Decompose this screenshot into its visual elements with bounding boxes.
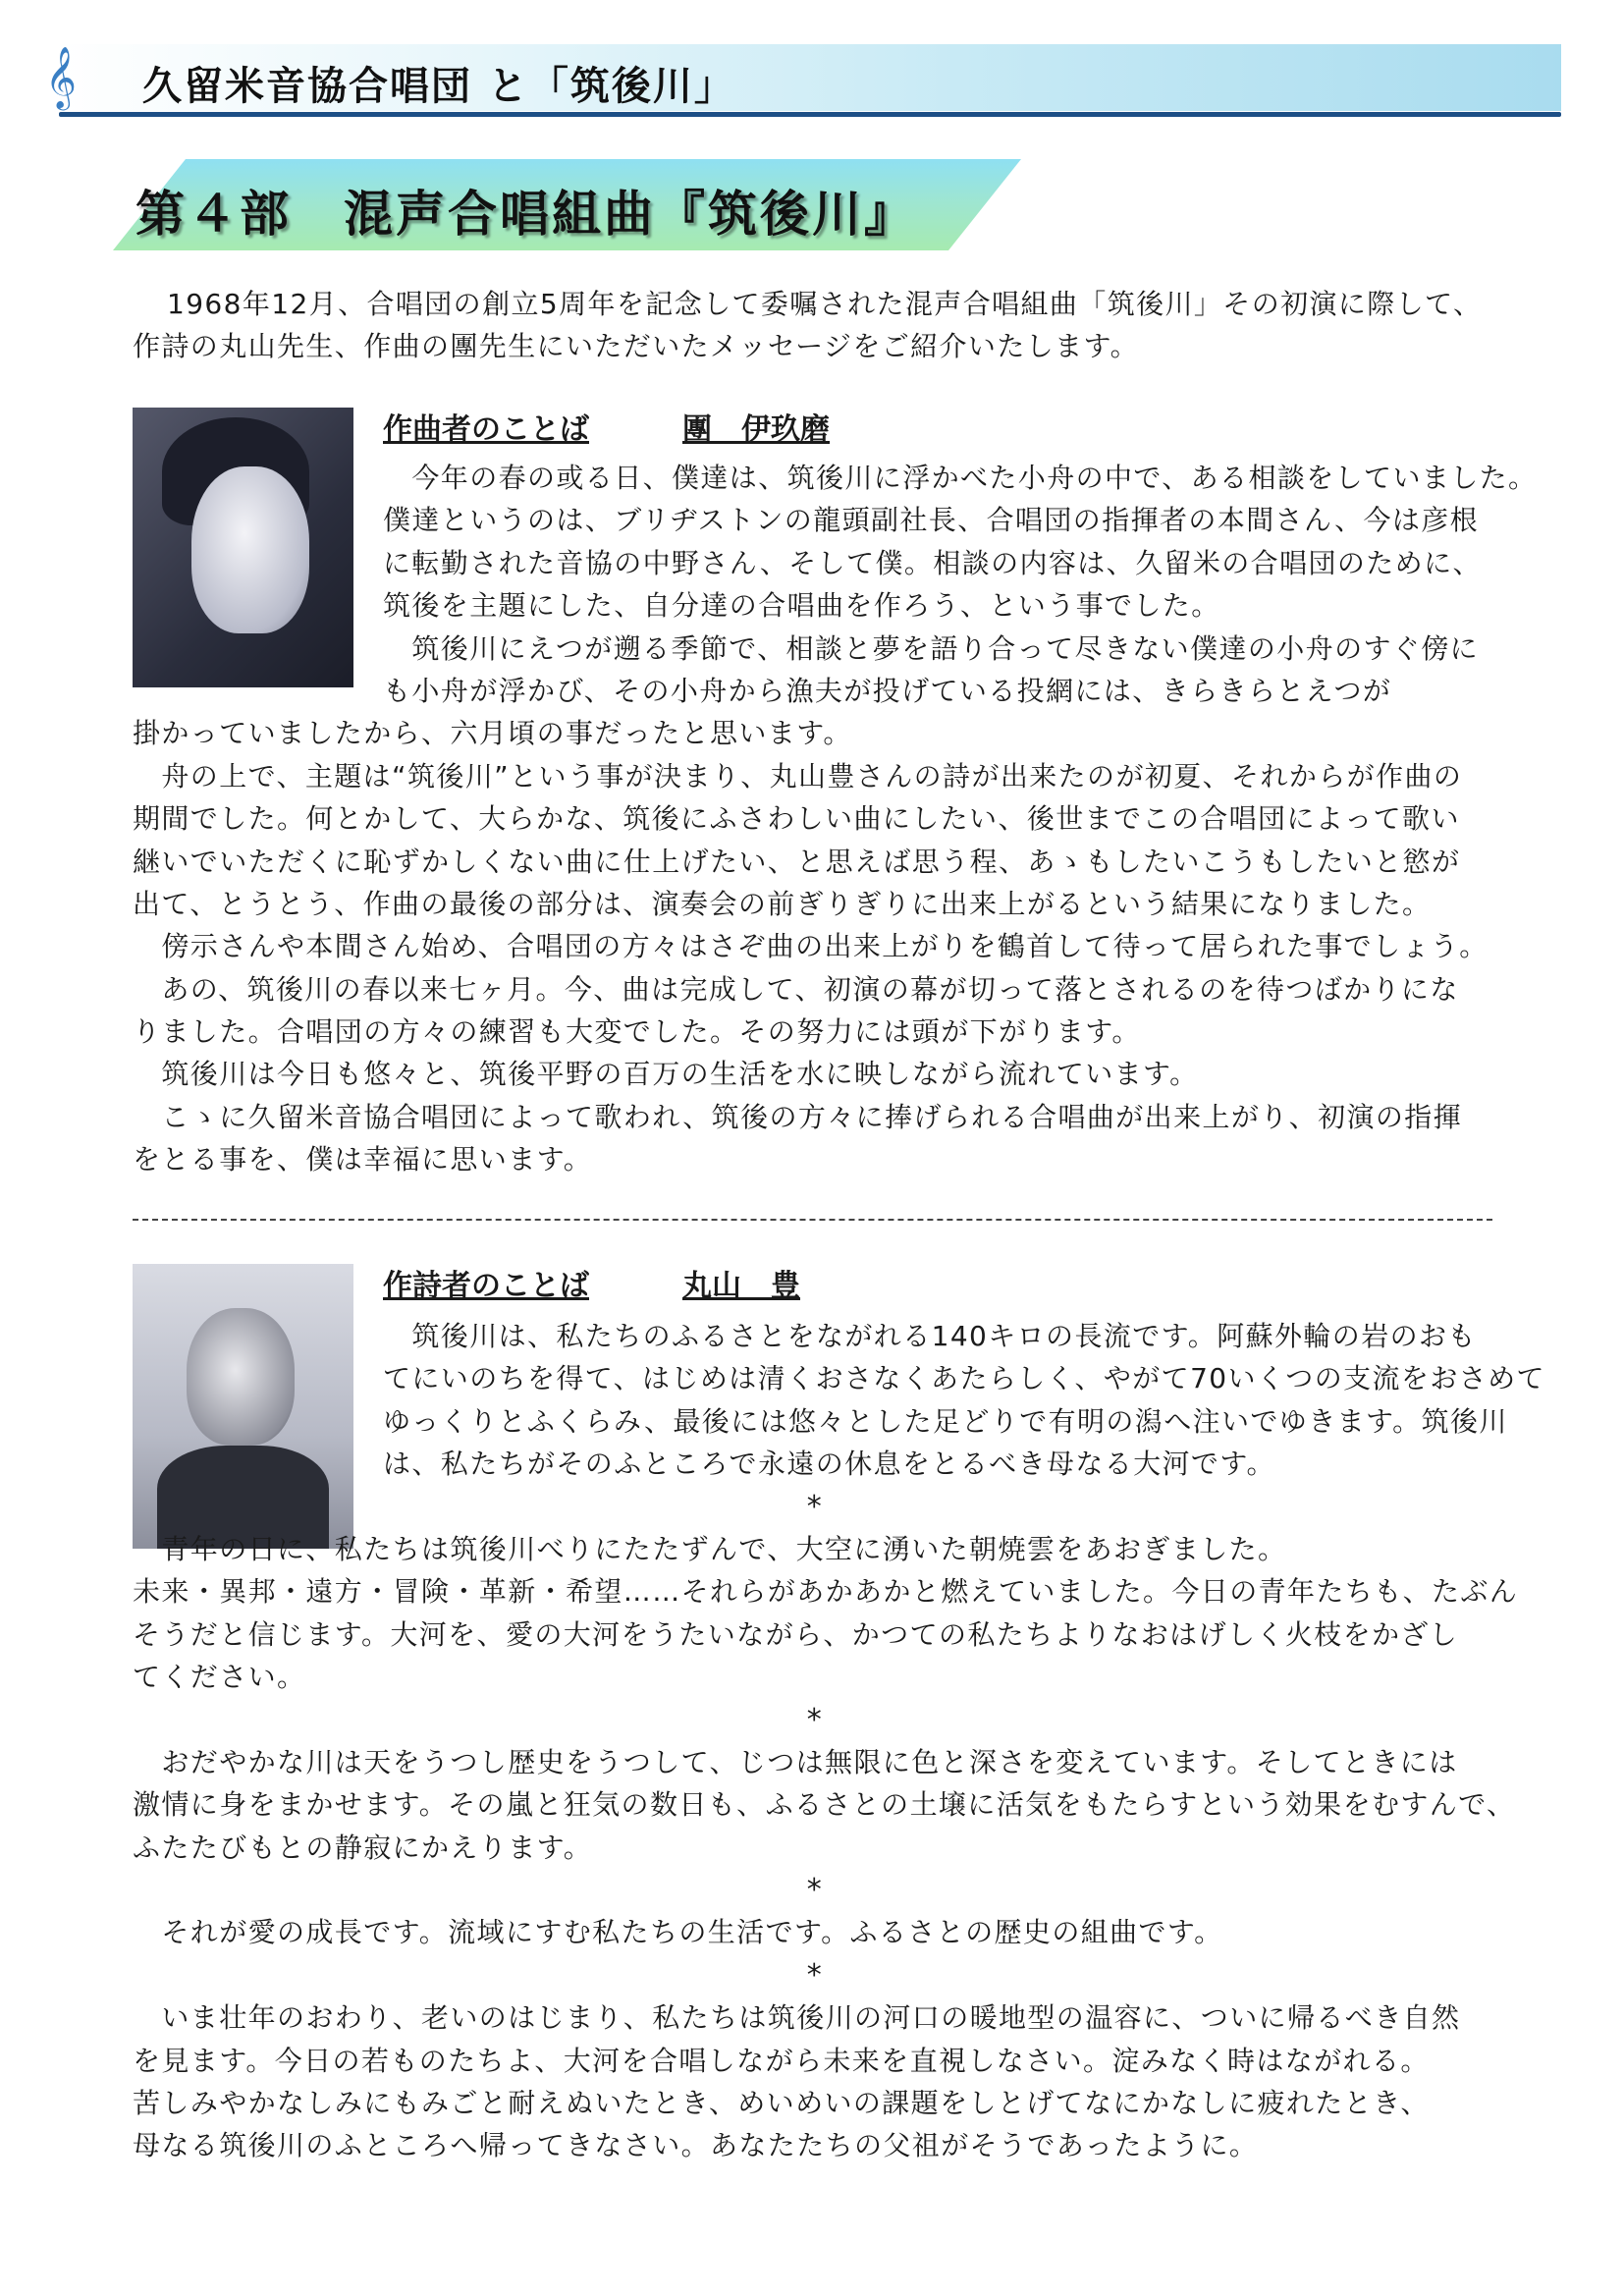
- text-line: ふたたびもとの静寂にかえります。: [133, 1831, 593, 1864]
- text-line: 母なる筑後川のふところへ帰ってきなさい。あなたたちの父祖がそうであったように。: [133, 2129, 1259, 2162]
- text-line: あの、筑後川の春以来七ヶ月。今、曲は完成して、初演の幕が切って落とされるのを待つばかりにな: [133, 972, 1459, 1006]
- text-line: こゝに久留米音協合唱団によって歌われ、筑後の方々に捧げられる合唱曲が出来上がり、初演の指揮: [133, 1100, 1463, 1133]
- composer-name: 團 伊玖磨: [682, 412, 830, 447]
- text-line: そうだと信じます。大河を、愛の大河をうたいながら、かつての私たちよりなおはげしく火枝をかざし: [133, 1617, 1459, 1651]
- text-line: 継いでいただくに恥ずかしくない曲に仕上げたい、と思えば思う程、あゝもしたいこうもしたいと慾が: [133, 845, 1461, 878]
- text-line: それが愛の成長です。流域にすむ私たちの生活です。ふるさとの歴史の組曲です。: [133, 1916, 1223, 1949]
- text-line: 筑後川は今日も悠々と、筑後平野の百万の生活を水に映しながら流れています。: [133, 1058, 1199, 1091]
- poet-message: [133, 1315, 1545, 2167]
- text-line: 今年の春の或る日、僕達は、筑後川に浮かべた小舟の中で、ある相談をしていました。: [383, 462, 1538, 494]
- asterisk-separator: *: [806, 1957, 824, 1993]
- treble-clef-icon: 𝄞: [45, 46, 77, 108]
- text-line: 期間でした。何とかして、大らかな、筑後にふさわしい曲にしたい、後世までこの合唱団によって歌い: [133, 802, 1460, 836]
- text-line: 筑後川にえつが遡る季節で、相談と夢を語り合って尽きない僕達の小舟のすぐ傍に: [383, 631, 1480, 665]
- intro-paragraph: [133, 283, 1507, 368]
- composer-heading-label: 作曲者のことば: [383, 412, 589, 447]
- text-line: 掛かっていましたから、六月頃の事だったと思います。: [133, 717, 852, 750]
- asterisk-separator: *: [806, 1873, 824, 1908]
- text-line: いま壮年のおわり、老いのはじまり、私たちは筑後川の河口の暖地型の温容に、ついに帰るべき自然: [133, 2001, 1461, 2035]
- composer-message: [133, 457, 1538, 1181]
- text-line: 筑後を主題にした、自分達の合唱曲を作ろう、という事でした。: [383, 589, 1220, 623]
- text-line: ゆっくりとふくらみ、最後には悠々とした足どりで有明の潟へ注いでゆきます。筑後川: [383, 1404, 1508, 1438]
- text-line: 青年の日に、私たちは筑後川べりにたたずんで、大空に湧いた朝焼雲をあおぎました。: [133, 1532, 1287, 1565]
- text-line: りました。合唱団の方々の練習も大変でした。その努力には頭が下がります。: [133, 1015, 1141, 1049]
- section-title: 第４部 混声合唱組曲『筑後川』: [135, 186, 916, 243]
- asterisk-separator: *: [806, 1702, 824, 1737]
- text-line: 筑後川は、私たちのふるさとをながれる140キロの長流です。阿蘇外輪の岩のおも: [383, 1320, 1477, 1352]
- text-line: てください。: [133, 1661, 306, 1694]
- text-line: も小舟が浮かび、その小舟から漁夫が投げている投網には、きらきらとえつが: [383, 674, 1392, 707]
- text-line: は、私たちがそのふところで永遠の休息をとるべき母なる大河です。: [383, 1448, 1275, 1481]
- text-line: に転勤された音協の中野さん、そして僕。相談の内容は、久留米の合唱団のために、: [383, 546, 1482, 579]
- asterisk-separator: *: [806, 1489, 824, 1524]
- text-line: 激情に身をまかせます。その嵐と狂気の数日も、ふるさとの土壌に活気をもたらすという効果をむすんで、: [133, 1788, 1516, 1822]
- intro-line: 作詩の丸山先生、作曲の團先生にいただいたメッセージをご紹介いたします。: [133, 330, 1140, 363]
- text-line: 出て、とうとう、作曲の最後の部分は、演奏会の前ぎりぎりに出来上がるという結果になりました。: [133, 887, 1432, 920]
- poet-heading: [383, 1261, 800, 1304]
- text-line: 傍示さんや本間さん始め、合唱団の方々はさぞ曲の出来上がりを鶴首して待って居られた事でしょう。: [133, 930, 1489, 963]
- page-header-title: 久留米音協合唱団 と「筑後川」: [142, 64, 735, 109]
- text-line: 苦しみやかなしみにもみごと耐えぬいたとき、めいめいの課題をしとげてなにかなしに疲れたとき、: [133, 2087, 1430, 2120]
- text-line: 僕達というのは、ブリヂストンの龍頭副社長、合唱団の指揮者の本間さん、今は彦根: [383, 504, 1480, 537]
- text-line: おだやかな川は天をうつし歴史をうつして、じつは無限に色と深さを変えています。そしてときには: [133, 1745, 1458, 1778]
- text-line: をとる事を、僕は幸福に思います。: [133, 1143, 593, 1176]
- text-line: を見ます。今日の若ものたちよ、大河を合唱しながら未来を直視しなさい。淀みなく時はながれる。: [133, 2044, 1430, 2077]
- intro-line: 1968年12月、合唱団の創立5周年を記念して委嘱された混声合唱組曲「筑後川」その初演に際して、: [167, 288, 1483, 320]
- text-line: 未来・異邦・遠方・冒険・革新・希望……それらがあかあかと燃えていました。今日の青年たちも、たぶん: [133, 1575, 1519, 1609]
- text-line: てにいのちを得て、はじめは清くおさなくあたらしく、やがて70いくつの支流をおさめて: [383, 1362, 1545, 1395]
- composer-heading: [383, 405, 830, 448]
- text-line: 舟の上で、主題は“筑後川”という事が決まり、丸山豊さんの詩が出来たのが初夏、それからが作曲の: [133, 759, 1463, 793]
- section-divider: [133, 1219, 1492, 1221]
- poet-name: 丸山 豊: [682, 1269, 800, 1303]
- poet-heading-label: 作詩者のことば: [383, 1269, 589, 1303]
- header-divider: [59, 112, 1561, 117]
